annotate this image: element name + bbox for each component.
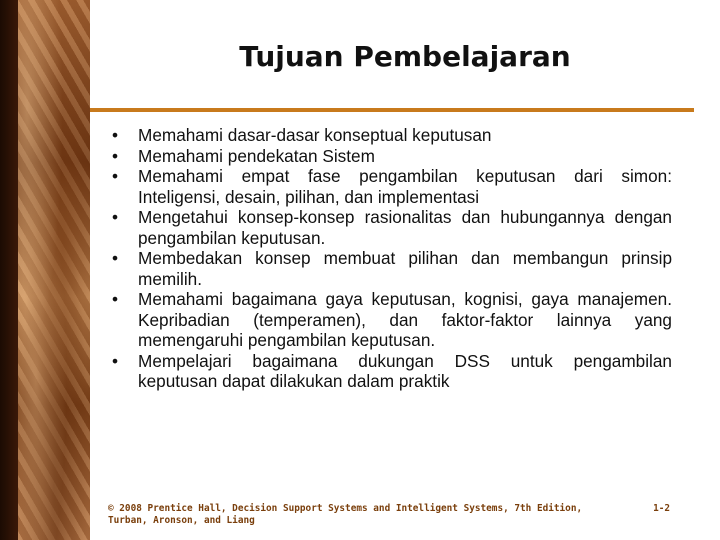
list-item-text: Mempelajari bagaimana dukungan DSS untuk pengambilan keputusan dapat dilakukan dalam praktik xyxy=(138,350,672,391)
objectives-list xyxy=(110,125,672,392)
decorative-wood-sidebar xyxy=(0,0,90,540)
list-item xyxy=(110,146,672,167)
bullet-icon: • xyxy=(112,350,119,371)
list-item-text: Mengetahui konsep-konsep rasionalitas dan hubungannya dengan pengambilan keputusan. xyxy=(138,207,672,248)
list-item-text: Memahami empat fase pengambilan keputusan dari simon: Inteligensi, desain, pilihan, dan implementasi xyxy=(138,166,672,207)
list-item xyxy=(110,207,672,248)
bullet-icon: • xyxy=(112,207,119,227)
list-item xyxy=(110,166,672,207)
list-item xyxy=(110,289,672,351)
bullet-icon: • xyxy=(112,145,119,166)
list-item-text: Memahami dasar-dasar konseptual keputusan xyxy=(138,125,492,145)
bullet-icon: • xyxy=(112,248,119,268)
bullet-icon: • xyxy=(112,125,119,145)
list-item xyxy=(110,248,672,289)
title-divider xyxy=(90,108,694,112)
footer-citation: © 2008 Prentice Hall, Decision Support Systems and Intelligent Systems, 7th Edition, Turban, Aronson, and Liang xyxy=(108,503,583,526)
sidebar-dark-edge xyxy=(0,0,18,540)
list-item-text: Memahami bagaimana gaya keputusan, kognisi, gaya manajemen. Kepribadian (temperamen), dan faktor-faktor lainnya yang memengaruhi pengambilan keputusan. xyxy=(138,289,672,350)
bullet-icon: • xyxy=(112,289,119,309)
slide-title: Tujuan Pembelajaran xyxy=(239,40,571,73)
list-item xyxy=(110,125,672,146)
list-item-text: Memahami pendekatan Sistem xyxy=(138,145,375,166)
list-item xyxy=(110,351,672,392)
bullet-icon: • xyxy=(112,166,119,186)
list-item-text: Membedakan konsep membuat pilihan dan membangun prinsip memilih. xyxy=(138,248,672,289)
page-number: 1-2 xyxy=(653,503,670,514)
